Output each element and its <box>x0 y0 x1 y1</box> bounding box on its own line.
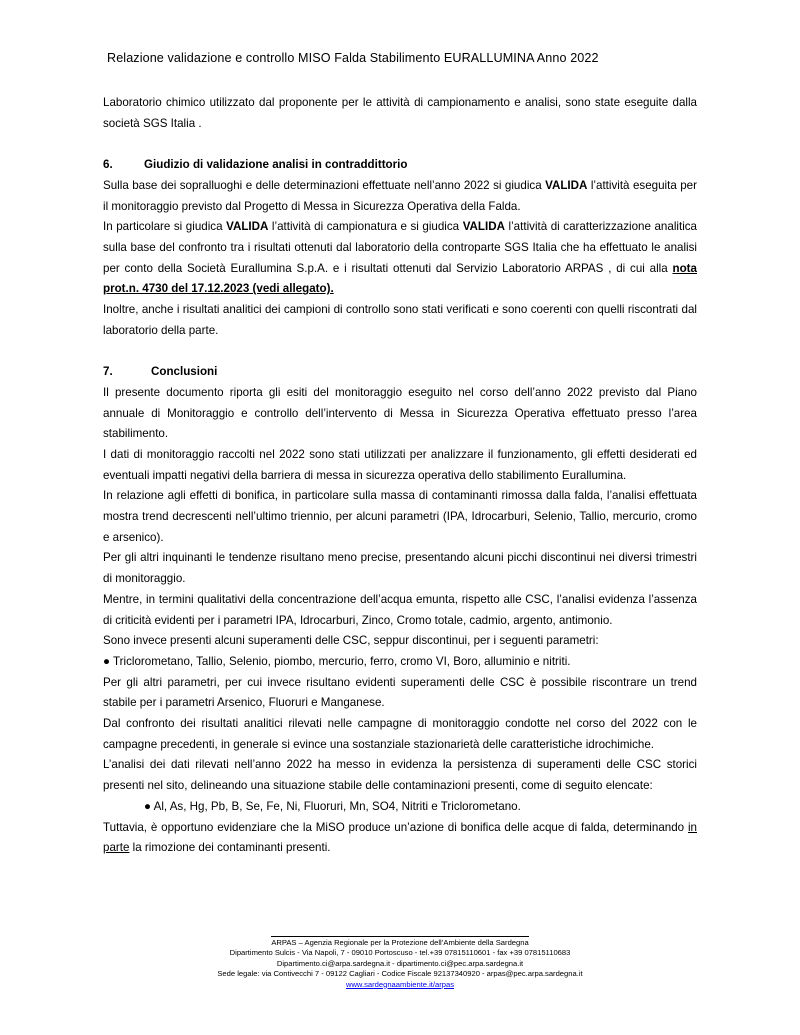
footer-divider <box>271 936 529 937</box>
nota-reference-link[interactable]: nota prot.n. 4730 del 17.12.2023 (vedi allegato). <box>103 261 697 296</box>
section-6-paragraph-1 <box>103 176 697 217</box>
footer-website-link[interactable]: www.sardegnaambiente.it/arpas <box>345 979 455 989</box>
valida-label: VALIDA <box>226 220 269 234</box>
section-7-number: 7. <box>103 365 113 379</box>
valida-label: VALIDA <box>462 220 505 234</box>
section-7-heading <box>103 362 697 383</box>
section-6-title: Giudizio di validazione analisi in contraddittorio <box>144 158 408 172</box>
text: Tuttavia, è opportuno evidenziare che la MiSO produce un’azione di bonifica delle acque di falda, determinando <box>103 820 688 834</box>
page-header: Relazione validazione e controllo MISO Falda Stabilimento EURALLUMINA Anno 2022 <box>107 51 599 65</box>
text: l’attività eseguita per il monitoraggio previsto dal Progetto di Messa in Sicurezza Operativa della Falda. <box>103 178 697 213</box>
text: In particolare si giudica <box>103 220 227 234</box>
footer-legal: Sede legale: via Contivecchi 7 - 09122 Cagliari - Codice Fiscale 92137340920 - arpas@pec.arpa.sardegna.it <box>217 969 583 979</box>
underlined-text: in parte <box>103 820 697 855</box>
valida-label: VALIDA <box>545 178 588 192</box>
section-6-paragraph-3: Inoltre, anche i risultati analitici dei campioni di controllo sono stati verificati e sono coerenti con quelli riscontrati dal laboratorio della parte. <box>103 303 697 337</box>
section-7-paragraph-8: Dal confronto dei risultati analitici rilevati nelle campagne di monitoraggio condotte nel corso del 2022 con le campagne precedenti, in generale si evince una sostanziale stazionarietà delle caratteristiche idrochimiche. <box>103 717 697 751</box>
section-7-paragraph-9: L’analisi dei dati rilevati nell’anno 2022 ha messo in evidenza la persistenza di superamenti delle CSC storici presenti nel sito, delineando una situazione stabile delle contaminazioni presenti, come di seguito elencate: <box>103 758 697 793</box>
bullet-list-item: ● Al, As, Hg, Pb, B, Se, Fe, Ni, Fluoruri, Mn, SO4, Nitriti e Triclorometano. <box>144 799 521 813</box>
page-footer <box>0 938 800 990</box>
footer-emails: Dipartimento.ci@arpa.sardegna.it - dipartimento.ci@pec.arpa.sardegna.it <box>276 958 524 968</box>
section-7-paragraph-3: In relazione agli effetti di bonifica, in particolare sulla massa di contaminanti rimossa dalla falda, l’analisi effettuata mostra trend decrescenti nell’ultimo triennio, per alcuni parametri (IPA, Idrocarburi, Selenio, Tallio, mercurio, cromo e arsenico). <box>103 489 697 544</box>
text: Sulla base dei sopralluoghi e delle determinazioni effettuate nell’anno 2022 si giudica <box>103 178 546 192</box>
section-7-paragraph-2: I dati di monitoraggio raccolti nel 2022 sono stati utilizzati per analizzare il funzionamento, gli effetti desiderati ed eventuali impatti negativi della barriera di messa in sicurezza operativa dello stabilimento Eurallumina. <box>103 447 697 482</box>
section-7-paragraph-7: Per gli altri parametri, per cui invece risultano evidenti superamenti delle CSC è possibile riscontrare un trend stabile per i parametri Arsenico, Fluoruri e Manganese. <box>103 675 697 710</box>
footer-address: Dipartimento Sulcis - Via Napoli, 7 - 09010 Portoscuso - tel.+39 07815110601 - fax +39 07815110683 <box>229 948 571 958</box>
text: l’attività di campionatura e si giudica <box>268 220 463 234</box>
section-6-number: 6. <box>103 158 113 172</box>
section-6-paragraph-2 <box>103 217 697 300</box>
footer-agency: ARPAS – Agenzia Regionale per la Protezione dell’Ambiente della Sardegna <box>271 938 529 947</box>
section-7-paragraph-10 <box>103 818 697 859</box>
section-7-paragraph-4: Per gli altri inquinanti le tendenze risultano meno precise, presentando alcuni picchi discontinui nei diversi trimestri di monitoraggio. <box>103 551 697 586</box>
bullet-list-item: ● Triclorometano, Tallio, Selenio, piombo, mercurio, ferro, cromo VI, Boro, alluminio e nitriti. <box>103 654 571 668</box>
section-7-paragraph-1: Il presente documento riporta gli esiti del monitoraggio eseguito nel corso dell’anno 2022 previsto dal Piano annuale di Monitoraggio e controllo dell’intervento di Messa in Sicurezza Operativa effettuato presso l’area stabilimento. <box>103 385 697 441</box>
document-body <box>103 93 697 859</box>
section-6-heading <box>103 155 697 176</box>
section-7-title: Conclusioni <box>151 365 218 379</box>
text: l’attività di caratterizzazione analitica sulla base del confronto tra i risultati ottenuti dal laboratorio della controparte SGS Italia che ha effettuato le analisi per conto della Società Eurallumina S.p.A. e i risultati ottenuti dal Servizio Laboratorio ARPAS , di cui alla <box>103 220 698 275</box>
text: la rimozione dei contaminanti presenti. <box>129 841 331 855</box>
section-7-paragraph-6: Sono invece presenti alcuni superamenti delle CSC, seppur discontinui, per i seguenti parametri: <box>103 634 599 648</box>
intro-paragraph: Laboratorio chimico utilizzato dal proponente per le attività di campionamento e analisi, sono state eseguite dalla società SGS Italia . <box>103 96 697 130</box>
section-7-paragraph-5: Mentre, in termini qualitativi della concentrazione dell’acqua emunta, rispetto alle CSC, l’analisi evidenza l’assenza di criticità evidenti per i parametri IPA, Idrocarburi, Zinco, Cromo totale, cadmio, argento, antimonio. <box>103 592 697 627</box>
